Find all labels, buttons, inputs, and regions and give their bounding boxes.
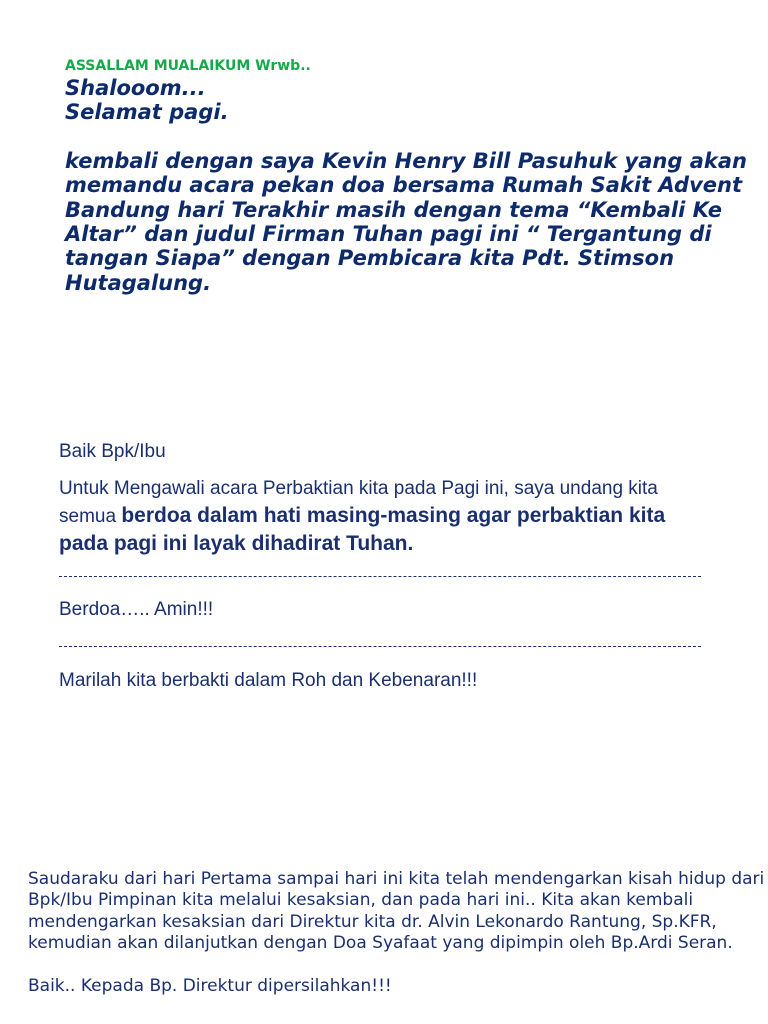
testimony-paragraph: Saudaraku dari hari Pertama sampai hari ini kita telah mendengarkan kisah hidup dari Bpk/Ibu Pimpinan kita melalui kesaksian, dan pada hari ini.. Kita akan kembali mendengarkan kesaksian dari Direktur kita dr. Alvin Lekonardo Rantung, Sp.KFR, kemudian akan dilanjutkan dengan Doa Syafaat yang dipimpin oleh Bp.Ardi Seran. [28,869,765,954]
closing-line: Baik.. Kepada Bp. Direktur dipersilahkan!!! [28,975,392,996]
intro-line-selamat-pagi: Selamat pagi. [65,100,229,125]
invitation-plain-text: Untuk Mengawali acara Perbaktian kita pada Pagi ini, saya undang kita semua [59,478,658,527]
dashed-divider-2 [59,646,701,647]
opening-greeting: ASSALLAM MUALAIKUM Wrwb.. [65,58,311,74]
invitation-paragraph [59,475,719,558]
intro-block [65,76,755,295]
intro-spacer [65,125,755,149]
testimony-block [28,869,766,997]
intro-line-shalom: Shalooom... [65,76,206,100]
intro-paragraph: kembali dengan saya Kevin Henry Bill Pasuhuk yang akan memandu acara pekan doa bersama Rumah Sakit Advent Bandung hari Terakhir masih dengan tema “Kembali Ke Altar” dan judul Firman Tuhan pagi ini “ Tergantung di tangan Siapa” dengan Pembicara kita Pdt. Stimson Hutagalung. [65,148,747,295]
worship-line: Marilah kita berbakti dalam Roh dan Kebenaran!!! [59,670,478,691]
address-line: Baik Bpk/Ibu [59,441,166,462]
invitation-bold-text: berdoa dalam hati masing-masing agar perbaktian kita pada pagi ini layak dihadirat Tuhan. [59,504,666,555]
prayer-line: Berdoa….. Amin!!! [59,599,214,620]
dashed-divider-1 [59,576,701,577]
